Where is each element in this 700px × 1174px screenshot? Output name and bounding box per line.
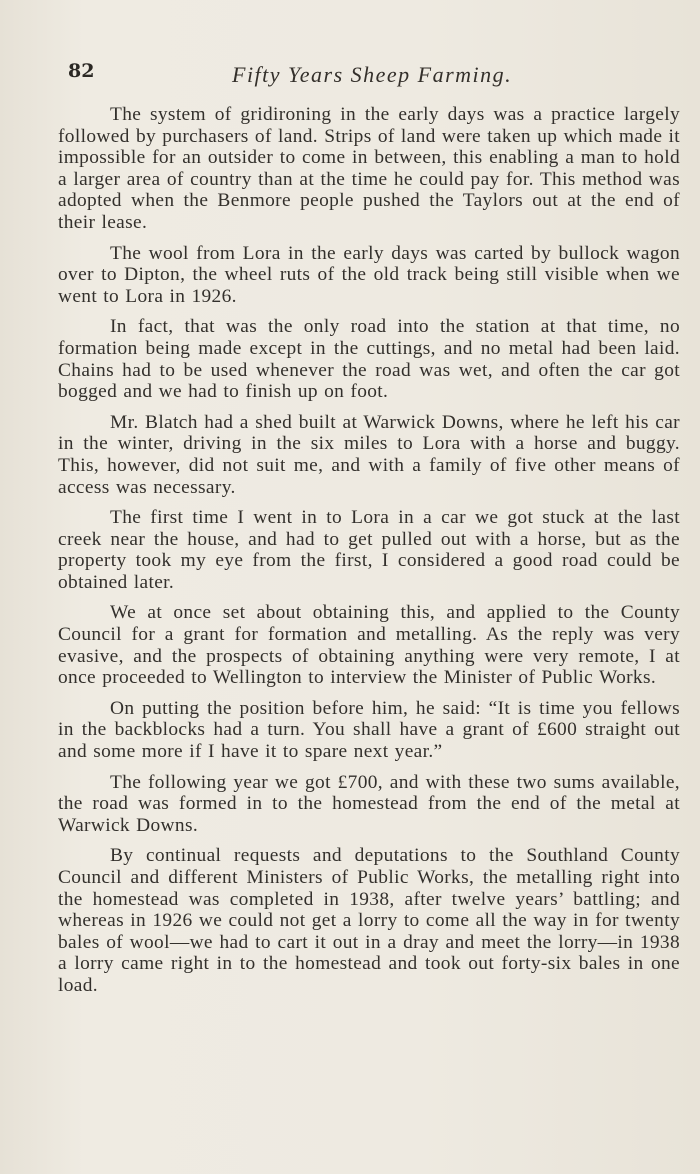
running-title: Fifty Years Sheep Farming. bbox=[232, 62, 513, 87]
paragraph-gridironing: The system of gridironing in the early days was a practice largely followed by purchasers of land. Strips of land were taken up which made it impossible for an outsider to come in between, this enabling a man to hold a larger area of country than at the time he could pay for. This method was adopted when the Benmore people pushed the Taylors out at the end of their lease. bbox=[58, 104, 680, 233]
paragraph-first-car-trip: The first time I went in to Lora in a car we got stuck at the last creek near the house, and had to get pulled out with a horse, but as the property took my eye from the first, I considered a good road could be obtained later. bbox=[58, 507, 680, 593]
paragraph-blatch-shed: Mr. Blatch had a shed built at Warwick Downs, where he left his car in the winter, driving in the six miles to Lora with a horse and buggy. This, however, did not suit me, and with a family of five other means of access was necessary. bbox=[58, 411, 680, 498]
paragraph-only-road: In fact, that was the only road into the station at that time, no formation being made except in the cuttings, and no metal had been laid. Chains had to be used whenever the road was wet, and often the car got bogged and we had to finish up on foot. bbox=[58, 316, 680, 403]
paragraph-county-council: We at once set about obtaining this, and applied to the County Council for a grant for formation and metalling. As the reply was very evasive, and the prospects of obtaining anything were very remote, I at once proceeded to Wellington to interview the Minister of Public Works. bbox=[58, 602, 680, 689]
paragraph-minister-reply: On putting the position before him, he said: “It is time you fellows in the backblocks had a turn. You shall have a grant of £600 straight out and some more if I have it to spare next year.” bbox=[58, 697, 680, 763]
paragraph-following-year: The following year we got £700, and with these two sums available, the road was formed in to the homestead from the end of the metal at Warwick Downs. bbox=[58, 771, 680, 836]
body-text bbox=[58, 104, 680, 1006]
paragraph-metalling-completed: By continual requests and deputations to the Southland County Council and different Ministers of Public Works, the metalling right into the homestead was completed in 1938, after twelve years’ battling; and whereas in 1926 we could not get a lorry to come all the way in for twenty bales of wool—we had to cart it out in a dray and meet the lorry—in 1938 a lorry came right in to the homestead and took out forty-six bales in one load. bbox=[58, 845, 680, 996]
page-header bbox=[68, 60, 530, 90]
paragraph-wool-cartage: The wool from Lora in the early days was carted by bullock wagon over to Dipton, the wheel ruts of the old track being still visible when we went to Lora in 1926. bbox=[58, 242, 680, 307]
page-number: 82 bbox=[68, 60, 95, 82]
